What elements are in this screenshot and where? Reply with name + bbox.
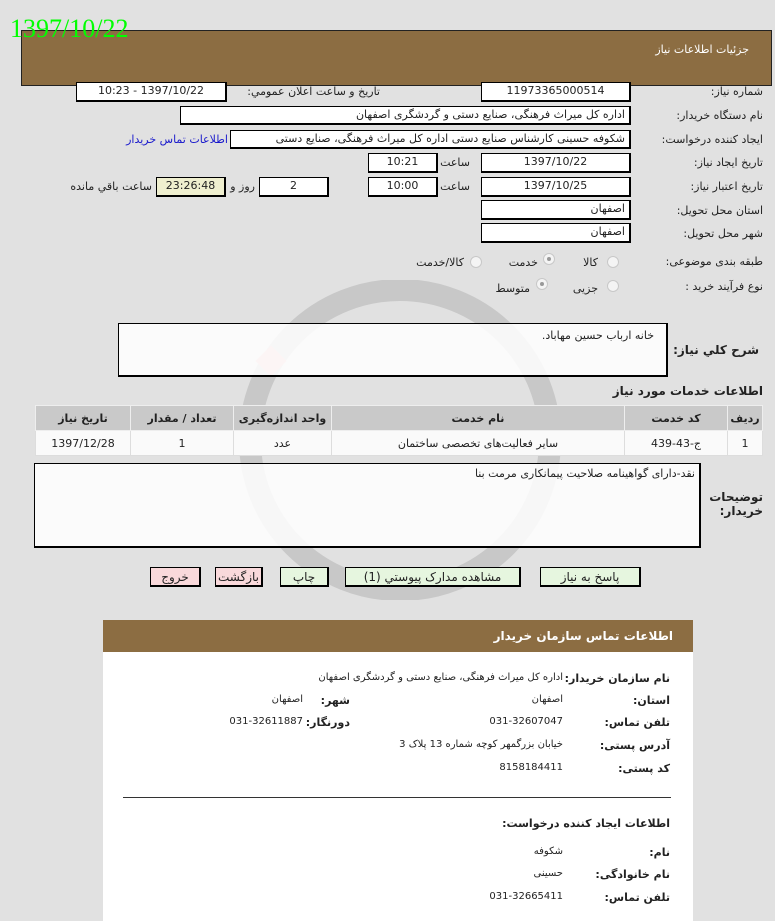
- reply-button[interactable]: پاسخ به نیاز: [540, 567, 641, 587]
- family-value: حسینی: [533, 868, 563, 879]
- days-field[interactable]: 2: [259, 177, 329, 197]
- process-minor-radio[interactable]: [607, 280, 619, 292]
- announce-label: تاریخ و ساعت اعلان عمومي:: [247, 85, 380, 98]
- family-label: نام خانوادگی:: [595, 868, 670, 881]
- creator-phone-label: تلفن تماس:: [604, 891, 670, 904]
- cell-row: 1: [728, 431, 763, 456]
- col-date: تاریخ نیاز: [36, 406, 131, 431]
- city-value: اصفهان: [271, 694, 303, 705]
- fax-value: 031-32611887: [229, 716, 303, 727]
- buyer-org-label: نام دستگاه خریدار:: [676, 109, 763, 122]
- description-label: شرح کلي نیاز:: [673, 343, 759, 357]
- remaining-time-field: 23:26:48: [156, 177, 226, 197]
- attachments-button[interactable]: مشاهده مدارک پیوستي (1): [345, 567, 521, 587]
- phone-value: 031-32607047: [489, 716, 563, 727]
- name-value: شکوفه: [533, 846, 563, 857]
- validity-date-field[interactable]: 1397/10/25: [481, 177, 631, 197]
- creator-phone-value: 031-32665411: [489, 891, 563, 902]
- announce-field[interactable]: 1397/10/22 - 10:23: [76, 82, 227, 102]
- process-label: نوع فرآیند خرید :: [685, 280, 763, 293]
- divider: [123, 797, 671, 798]
- services-table: [35, 405, 763, 456]
- buyer-notes-label: توضیحات خریدار:: [709, 490, 763, 518]
- org-label: نام سازمان خریدار:: [564, 672, 670, 685]
- created-time-field[interactable]: 10:21: [368, 153, 438, 173]
- col-code: کد خدمت: [625, 406, 728, 431]
- validity-time-field[interactable]: 10:00: [368, 177, 438, 197]
- creator-title: اطلاعات ایجاد کننده درخواست:: [502, 817, 670, 830]
- col-qty: تعداد / مقدار: [131, 406, 234, 431]
- cell-date: 1397/12/28: [36, 431, 131, 456]
- buyer-org-field[interactable]: اداره کل میراث فرهنگی، صنایع دستی و گردشگری اصفهان: [180, 106, 631, 125]
- remaining-label: ساعت باقي مانده: [70, 180, 152, 193]
- cell-code: ج-43-439: [625, 431, 728, 456]
- city-field[interactable]: اصفهان: [481, 223, 631, 243]
- phone-label: تلفن تماس:: [604, 716, 670, 729]
- category-service-label: خدمت: [508, 256, 538, 269]
- need-number-field[interactable]: 11973365000514: [481, 82, 631, 102]
- province-value: اصفهان: [531, 694, 563, 705]
- date-overlay: 1397/10/22: [10, 14, 129, 43]
- province-field[interactable]: اصفهان: [481, 200, 631, 220]
- address-label: آدرس پستی:: [599, 739, 670, 752]
- page-header: [21, 30, 772, 86]
- category-both-label: کالا/خدمت: [416, 256, 464, 269]
- table-row: [36, 431, 763, 456]
- category-label: طبقه بندی موضوعی:: [665, 255, 763, 268]
- col-row: ردیف: [728, 406, 763, 431]
- contact-panel-title: اطلاعات تماس سازمان خریدار: [103, 620, 693, 652]
- validity-label: تاریخ اعتبار نیاز:: [690, 180, 763, 193]
- process-minor-label: جزیی: [572, 282, 598, 295]
- org-value: اداره کل میراث فرهنگی، صنایع دستی و گردشگری اصفهان: [318, 672, 563, 683]
- province-label: استان:: [633, 694, 670, 707]
- description-textarea[interactable]: خانه ارباب حسین مهاباد.: [118, 323, 668, 377]
- page-title: جزئیات اطلاعات نیاز: [655, 43, 749, 56]
- name-label: نام:: [649, 846, 670, 859]
- back-button[interactable]: بازگشت: [215, 567, 263, 587]
- buyer-notes-textarea[interactable]: نقد-دارای گواهینامه صلاحیت پیمانکاری مرمت بنا: [34, 463, 701, 548]
- print-button[interactable]: چاپ: [280, 567, 329, 587]
- exit-button[interactable]: خروج: [150, 567, 201, 587]
- postal-value: 8158184411: [499, 762, 563, 773]
- province-label: استان محل تحویل:: [676, 204, 763, 217]
- created-hour-label: ساعت: [440, 156, 470, 169]
- category-both-radio[interactable]: [470, 256, 482, 268]
- contact-panel: [103, 620, 693, 921]
- category-goods-label: کالا: [583, 256, 598, 269]
- address-value: خیابان بزرگمهر کوچه شماره 13 پلاک 3: [399, 739, 563, 750]
- need-number-label: شماره نیاز:: [710, 85, 763, 98]
- contact-info-link[interactable]: اطلاعات تماس خریدار: [126, 133, 228, 146]
- validity-hour-label: ساعت: [440, 180, 470, 193]
- process-medium-radio[interactable]: [536, 278, 548, 290]
- category-service-radio[interactable]: [543, 253, 555, 265]
- col-unit: واحد اندازه‌گیری: [234, 406, 332, 431]
- city-label: شهر محل تحویل:: [683, 227, 763, 240]
- cell-name: سایر فعالیت‌های تخصصی ساختمان: [332, 431, 625, 456]
- city-label: شهر:: [320, 694, 350, 707]
- postal-label: کد پستی:: [618, 762, 670, 775]
- days-label: روز و: [230, 180, 255, 193]
- fax-label: دورنگار:: [305, 716, 350, 729]
- created-date-label: تاریخ ایجاد نیاز:: [693, 156, 763, 169]
- creator-label: ایجاد کننده درخواست:: [661, 133, 763, 146]
- process-medium-label: متوسط: [495, 282, 530, 295]
- cell-qty: 1: [131, 431, 234, 456]
- services-title: اطلاعات خدمات مورد نیاز: [612, 384, 763, 398]
- category-goods-radio[interactable]: [607, 256, 619, 268]
- cell-unit: عدد: [234, 431, 332, 456]
- creator-field[interactable]: شکوفه حسینی کارشناس صنایع دستی اداره کل میراث فرهنگی، صنایع دستی: [230, 130, 631, 149]
- created-date-field[interactable]: 1397/10/22: [481, 153, 631, 173]
- col-name: نام خدمت: [332, 406, 625, 431]
